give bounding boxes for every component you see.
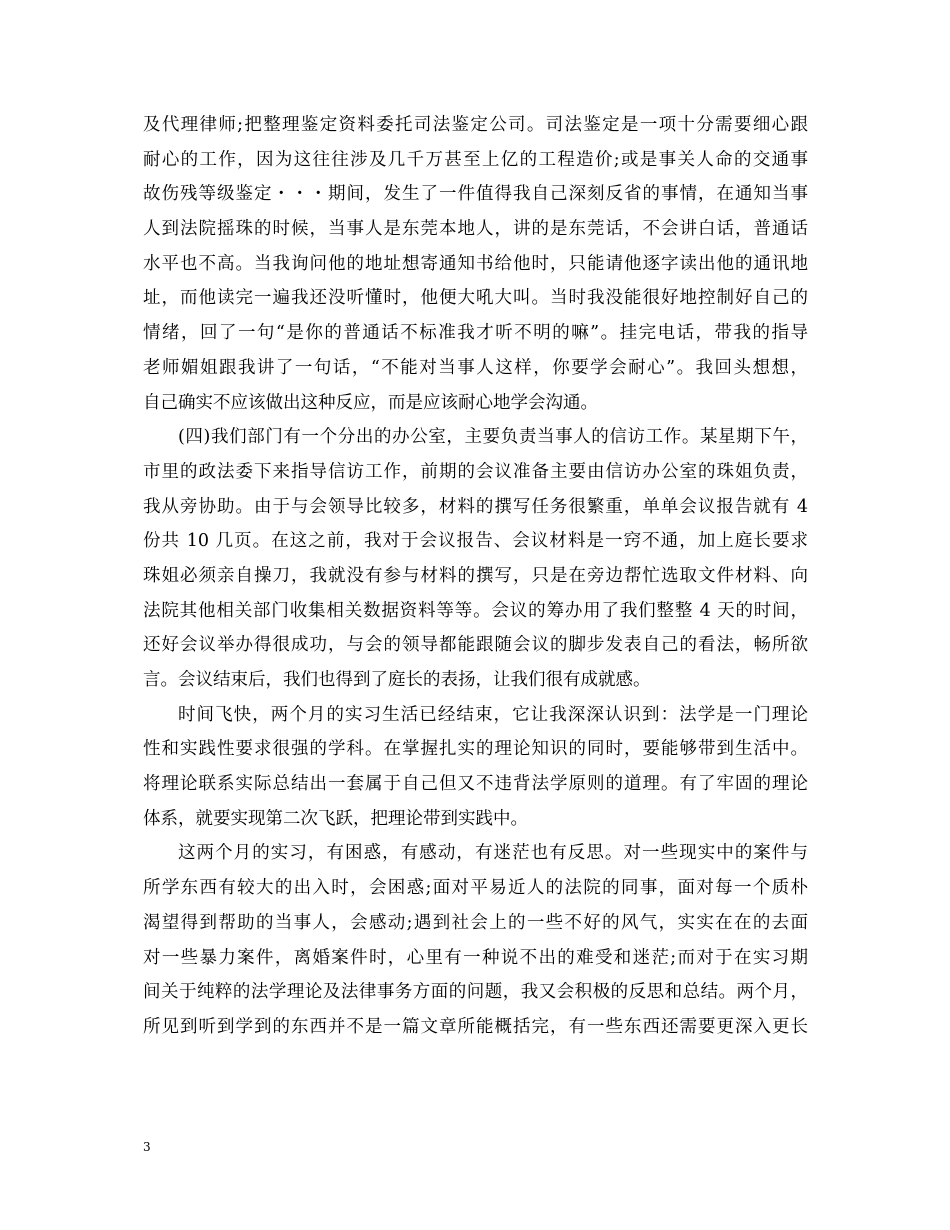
page-number: 3 bbox=[143, 1140, 151, 1154]
body-text bbox=[143, 108, 808, 1045]
paragraph-start-line: 这两个月的实习，有困惑，有感动，有迷茫也有反思。对一些现实中的案件与 bbox=[178, 843, 808, 864]
text-line: 体系，就要实现第二次飞跃，把理论带到实践中。 bbox=[143, 808, 528, 829]
text-line: 老师媚姐跟我讲了一句话，“不能对当事人这样，你要学会耐心”。我回头想想， bbox=[143, 357, 808, 378]
text-line: 对一些暴力案件，离婚案件时，心里有一种说不出的难受和迷茫;而对于在实习期 bbox=[143, 947, 808, 968]
text-line: 间关于纯粹的法学理论及法律事务方面的问题，我又会积极的反思和总结。两个月， bbox=[143, 982, 808, 1003]
text-line: 水平也不高。当我询问他的地址想寄通知书给他时，只能请他逐字读出他的通讯地 bbox=[143, 253, 808, 274]
text-line: 址，而他读完一遍我还没听懂时，他便大吼大叫。当时我没能很好地控制好自己的 bbox=[143, 288, 808, 309]
text-line: 所见到听到学到的东西并不是一篇文章所能概括完，有一些东西还需要更深入更长 bbox=[143, 1016, 808, 1037]
text-line: 份共 10 几页。在这之前，我对于会议报告、会议材料是一窍不通，加上庭长要求 bbox=[143, 531, 808, 552]
text-line: 还好会议举办得很成功，与会的领导都能跟随会议的脚步发表自己的看法，畅所欲 bbox=[143, 635, 808, 656]
text-line: 我从旁协助。由于与会领导比较多，材料的撰写任务很繁重，单单会议报告就有 4 bbox=[143, 496, 808, 517]
paragraph-start-line: 时间飞快，两个月的实习生活已经结束，它让我深深认识到：法学是一门理论 bbox=[178, 704, 808, 725]
text-line: 人到法院摇珠的时候，当事人是东莞本地人，讲的是东莞话，不会讲白话，普通话 bbox=[143, 219, 808, 240]
paragraph-start-line: (四)我们部门有一个分出的办公室，主要负责当事人的信访工作。某星期下午， bbox=[178, 427, 808, 448]
text-line: 法院其他相关部门收集相关数据资料等等。会议的筹办用了我们整整 4 天的时间， bbox=[143, 600, 808, 621]
text-line: 耐心的工作，因为这往往涉及几千万甚至上亿的工程造价;或是事关人命的交通事 bbox=[143, 149, 808, 170]
text-line: 故伤残等级鉴定・・・期间，发生了一件值得我自己深刻反省的事情，在通知当事 bbox=[143, 184, 808, 205]
text-line: 言。会议结束后，我们也得到了庭长的表扬，让我们很有成就感。 bbox=[143, 670, 651, 690]
text-line: 市里的政法委下来指导信访工作，前期的会议准备主要由信访办公室的珠姐负责， bbox=[143, 461, 808, 482]
text-line: 情绪，回了一句“是你的普通话不标准我才听不明的嘛”。挂完电话，带我的指导 bbox=[143, 323, 808, 344]
text-line: 渴望得到帮助的当事人，会感动;遇到社会上的一些不好的风气，实实在在的去面 bbox=[143, 912, 808, 933]
text-line: 自己确实不应该做出这种反应，而是应该耐心地学会沟通。 bbox=[143, 392, 598, 413]
text-line: 珠姐必须亲自操刀，我就没有参与材料的撰写，只是在旁边帮忙选取文件材料、向 bbox=[143, 565, 808, 586]
text-line: 及代理律师;把整理鉴定资料委托司法鉴定公司。司法鉴定是一项十分需要细心跟 bbox=[143, 115, 808, 135]
text-line: 性和实践性要求很强的学科。在掌握扎实的理论知识的同时，要能够带到生活中。 bbox=[143, 739, 808, 760]
text-line: 将理论联系实际总结出一套属于自己但又不违背法学原则的道理。有了牢固的理论 bbox=[143, 774, 808, 795]
text-line: 所学东西有较大的出入时，会困惑;面对平易近人的法院的同事，面对每一个质朴 bbox=[143, 878, 808, 899]
